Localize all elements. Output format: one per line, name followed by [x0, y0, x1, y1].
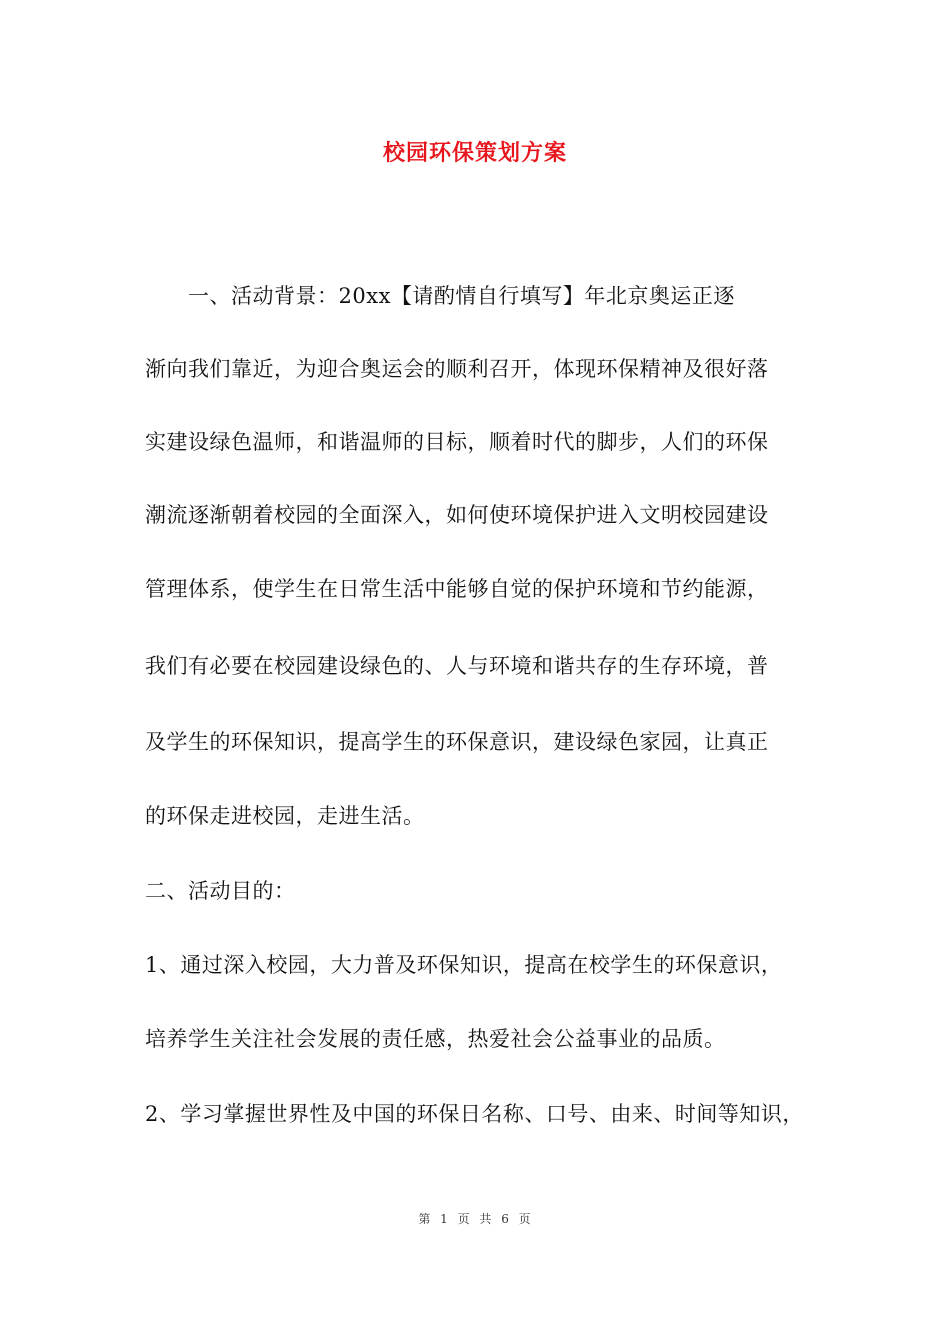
text-line-6: 我们有必要在校园建设绿色的、人与环境和谐共存的生存环境，普	[145, 654, 769, 678]
text-line-5: 管理体系，使学生在日常生活中能够自觉的保护环境和节约能源，	[145, 577, 769, 601]
text-line-2: 渐向我们靠近，为迎合奥运会的顺利召开，体现环保精神及很好落	[145, 357, 769, 381]
text-line-1: 一、活动背景：20xx【请酌情自行填写】年北京奥运正逐	[145, 284, 735, 308]
section-heading-goals: 二、活动目的：	[145, 879, 296, 903]
text-line-4: 潮流逐渐朝着校园的全面深入，如何使环境保护进入文明校园建设	[145, 503, 769, 527]
text-line-8: 的环保走进校园，走进生活。	[145, 804, 425, 828]
text-line-12: 2、学习掌握世界性及中国的环保日名称、口号、由来、时间等知识，	[145, 1102, 804, 1126]
text-line-10: 1、通过深入校园，大力普及环保知识，提高在校学生的环保意识，	[145, 953, 783, 977]
text-line-11: 培养学生关注社会发展的责任感，热爱社会公益事业的品质。	[145, 1027, 726, 1051]
text-line-7: 及学生的环保知识，提高学生的环保意识，建设绿色家园，让真正	[145, 730, 769, 754]
text-line-3: 实建设绿色温师，和谐温师的目标，顺着时代的脚步，人们的环保	[145, 430, 769, 454]
document-title: 校园环保策划方案	[382, 140, 567, 166]
page-footer: 第 1 页 共 6 页	[418, 1212, 532, 1226]
